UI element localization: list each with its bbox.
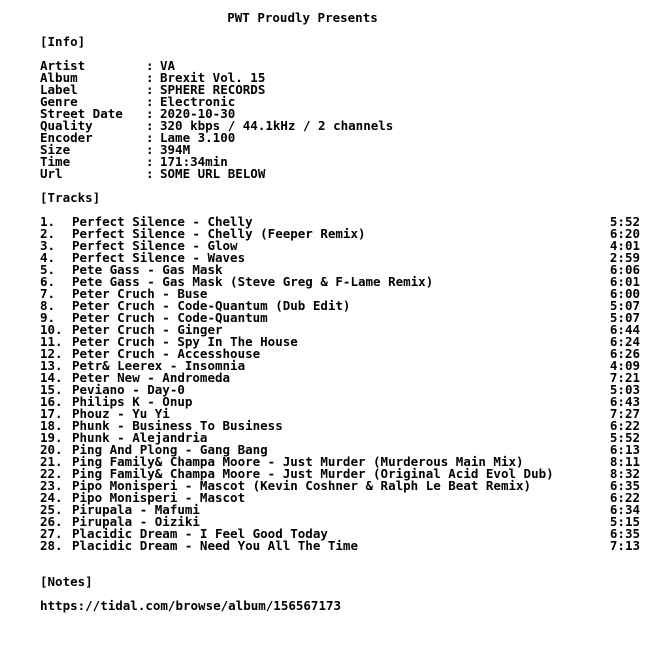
info-row [40, 60, 600, 72]
track-title: Phunk - Alejandria [72, 430, 208, 445]
track-number: 14. [40, 370, 63, 385]
info-separator: : [146, 166, 154, 181]
track-duration: 6:01 [609, 274, 640, 289]
track-duration: 6:43 [609, 394, 640, 409]
track-title: Peter New - Andromeda [72, 370, 231, 385]
track-number: 3. [40, 238, 56, 253]
info-row [40, 72, 600, 84]
track-number: 13. [40, 358, 63, 373]
track-number: 9. [40, 310, 56, 325]
track-title: Peviano - Day-0 [72, 382, 185, 397]
info-key: Street Date [40, 106, 123, 121]
info-key: Genre [40, 94, 78, 109]
track-number: 1. [40, 214, 56, 229]
track-duration: 4:01 [609, 238, 640, 253]
info-key: Quality [40, 118, 93, 133]
track-duration: 6:35 [609, 526, 640, 541]
track-number: 10. [40, 322, 63, 337]
track-title: Peter Cruch - Code-Quantum [72, 310, 268, 325]
track-duration: 5:03 [609, 382, 640, 397]
info-row [40, 132, 600, 144]
track-number: 2. [40, 226, 56, 241]
track-duration: 7:13 [609, 538, 640, 553]
track-duration: 5:15 [609, 514, 640, 529]
track-title: Perfect Silence - Chelly [72, 214, 253, 229]
info-key: Artist [40, 58, 86, 73]
info-value: 171:34min [160, 154, 228, 169]
info-key: Label [40, 82, 78, 97]
info-row [40, 96, 600, 108]
track-title: Philips K - Onup [72, 394, 193, 409]
info-value: Lame 3.100 [160, 130, 236, 145]
track-number: 25. [40, 502, 63, 517]
track-number: 23. [40, 478, 63, 493]
track-title: Peter Cruch - Accesshouse [72, 346, 261, 361]
info-heading: [Info] [40, 34, 86, 49]
track-title: Placidic Dream - Need You All The Time [72, 538, 358, 553]
track-title: Peter Cruch - Buse [72, 286, 208, 301]
track-title: Perfect Silence - Glow [72, 238, 238, 253]
track-duration: 5:07 [609, 310, 640, 325]
info-value: 320 kbps / 44.1kHz / 2 channels [160, 118, 394, 133]
track-number: 22. [40, 466, 63, 481]
info-separator: : [146, 154, 154, 169]
track-duration: 7:27 [609, 406, 640, 421]
info-key: Time [40, 154, 71, 169]
track-title: Petr& Leerex - Insomnia [72, 358, 246, 373]
track-duration: 6:24 [609, 334, 640, 349]
info-row [40, 84, 600, 96]
track-title: Ping Family& Champa Moore - Just Murder (Murderous Main Mix) [72, 454, 524, 469]
track-duration: 8:32 [609, 466, 640, 481]
track-number: 17. [40, 406, 63, 421]
info-separator: : [146, 118, 154, 133]
track-number: 15. [40, 382, 63, 397]
track-title: Peter Cruch - Spy In The House [72, 334, 298, 349]
info-value: Brexit Vol. 15 [160, 70, 266, 85]
track-duration: 2:59 [609, 250, 640, 265]
track-duration: 6:00 [609, 286, 640, 301]
track-duration: 7:21 [609, 370, 640, 385]
info-separator: : [146, 58, 154, 73]
track-title: Perfect Silence - Waves [72, 250, 246, 265]
track-number: 20. [40, 442, 63, 457]
info-separator: : [146, 82, 154, 97]
track-title: Pipo Monisperi - Mascot [72, 490, 246, 505]
track-number: 7. [40, 286, 56, 301]
track-number: 11. [40, 334, 63, 349]
info-row [40, 120, 600, 132]
track-title: Placidic Dream - I Feel Good Today [72, 526, 328, 541]
info-separator: : [146, 142, 154, 157]
track-number: 19. [40, 430, 63, 445]
info-separator: : [146, 70, 154, 85]
track-title: Peter Cruch - Code-Quantum (Dub Edit) [72, 298, 351, 313]
track-number: 21. [40, 454, 63, 469]
info-value: SOME URL BELOW [160, 166, 266, 181]
track-title: Pete Gass - Gas Mask (Steve Greg & F-Lame Remix) [72, 274, 434, 289]
info-value: 2020-10-30 [160, 106, 236, 121]
track-number: 27. [40, 526, 63, 541]
track-title: Pirupala - Mafumi [72, 502, 200, 517]
track-title: Ping Family& Champa Moore - Just Murder (Original Acid Evol Dub) [72, 466, 554, 481]
info-separator: : [146, 94, 154, 109]
track-number: 6. [40, 274, 56, 289]
track-duration: 5:52 [609, 214, 640, 229]
track-title: Phouz - Yu Yi [72, 406, 170, 421]
track-duration: 6:34 [609, 502, 640, 517]
info-row [40, 168, 600, 180]
track-duration: 4:09 [609, 358, 640, 373]
track-title: Phunk - Business To Business [72, 418, 283, 433]
track-title: Pipo Monisperi - Mascot (Kevin Coshner & Ralph Le Beat Remix) [72, 478, 532, 493]
info-value: SPHERE RECORDS [160, 82, 266, 97]
track-row [40, 540, 640, 552]
track-number: 24. [40, 490, 63, 505]
track-number: 18. [40, 418, 63, 433]
track-duration: 6:13 [609, 442, 640, 457]
track-number: 26. [40, 514, 63, 529]
track-duration: 6:26 [609, 346, 640, 361]
info-value: VA [160, 58, 176, 73]
info-row [40, 144, 600, 156]
page-header: PWT Proudly Presents [227, 10, 378, 25]
tracks-heading: [Tracks] [40, 190, 101, 205]
info-value: 394M [160, 142, 191, 157]
track-title: Ping And Plong - Gang Bang [72, 442, 268, 457]
notes-heading: [Notes] [40, 574, 93, 589]
info-key: Url [40, 166, 63, 181]
info-key: Encoder [40, 130, 93, 145]
info-separator: : [146, 106, 154, 121]
track-number: 12. [40, 346, 63, 361]
track-title: Peter Cruch - Ginger [72, 322, 223, 337]
track-duration: 6:22 [609, 418, 640, 433]
track-number: 16. [40, 394, 63, 409]
track-duration: 6:20 [609, 226, 640, 241]
track-duration: 6:06 [609, 262, 640, 277]
track-number: 28. [40, 538, 63, 553]
track-title: Pete Gass - Gas Mask [72, 262, 223, 277]
info-key: Album [40, 70, 78, 85]
track-number: 8. [40, 298, 56, 313]
info-separator: : [146, 130, 154, 145]
notes-url[interactable]: https://tidal.com/browse/album/156567173 [40, 598, 342, 613]
track-duration: 6:22 [609, 490, 640, 505]
track-number: 4. [40, 250, 56, 265]
track-duration: 6:35 [609, 478, 640, 493]
track-title: Perfect Silence - Chelly (Feeper Remix) [72, 226, 366, 241]
track-duration: 5:07 [609, 298, 640, 313]
track-title: Pirupala - Oiziki [72, 514, 200, 529]
info-row [40, 156, 600, 168]
info-key: Size [40, 142, 71, 157]
track-duration: 8:11 [609, 454, 640, 469]
track-duration: 5:52 [609, 430, 640, 445]
track-duration: 6:44 [609, 322, 640, 337]
info-value: Electronic [160, 94, 236, 109]
track-number: 5. [40, 262, 56, 277]
